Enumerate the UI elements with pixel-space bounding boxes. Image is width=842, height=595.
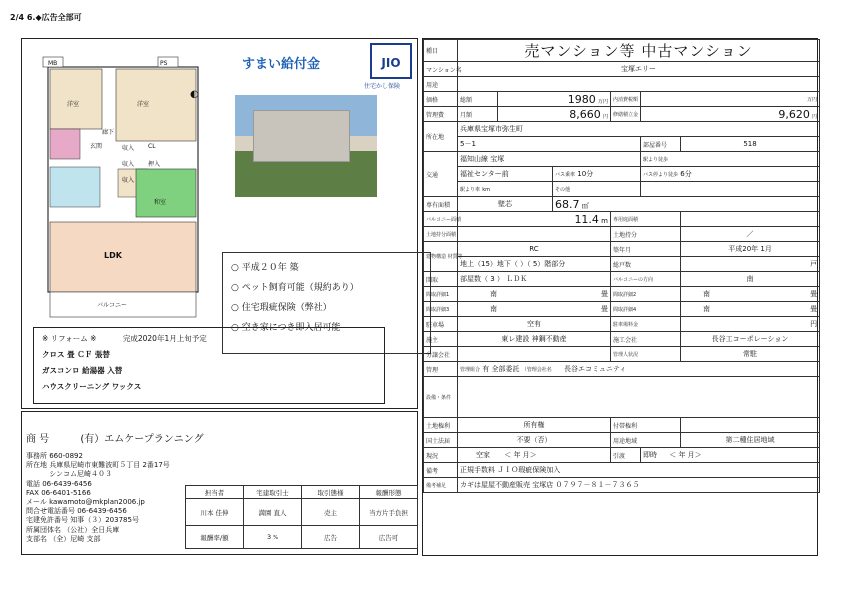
label-bus: バス乗車 (555, 172, 576, 178)
room-yoshitsu-1: 洋室 (67, 101, 80, 108)
room-balcony: バルコニー (97, 302, 128, 309)
jio-logo: JIO (370, 43, 412, 79)
label-location: 所在地 (424, 122, 458, 152)
label-parking: 駐車場 (424, 317, 458, 332)
label-area: 専有面積 (424, 197, 458, 212)
status-period: ＜ 年 月＞ (504, 451, 537, 459)
room-cl: CL (148, 143, 156, 150)
national-land-act: 不要（否） (458, 433, 611, 448)
reform-line: ガスコンロ 給湯器 入替 (42, 366, 123, 375)
company-info-line: メール kawamoto@mkplan2006.jp (26, 498, 145, 507)
yen-unit: 円 (812, 113, 818, 120)
tatami-unit: 畳 (810, 305, 818, 313)
label-management: 管理 (424, 362, 458, 377)
page-header: 2/4 6.◆広告全部可 (10, 13, 82, 22)
sqm-unit: ㎡ (581, 201, 589, 210)
company-info (26, 452, 170, 544)
staff-table (185, 485, 418, 549)
staff-cell: 広告可 (360, 526, 418, 549)
room-shunou-1: 収入 (122, 145, 135, 152)
feature-item: ○ 空き家につき即入居可能 (231, 323, 341, 333)
building-shape (253, 110, 350, 162)
handover-period: ＜ 年 月＞ (669, 451, 702, 459)
company-info-line: FAX 06-6401-5166 (26, 488, 91, 497)
room-ps: PS (160, 60, 168, 67)
north-arrow-icon: ◐ (190, 89, 199, 100)
label-traffic: 交通 (424, 152, 458, 197)
detail-direction: 南 (703, 305, 710, 313)
fee-rate: 3 (267, 533, 272, 541)
property-table (423, 39, 820, 493)
tatami-unit: 畳 (601, 290, 608, 298)
label-type: 種目 (424, 40, 458, 62)
staff-cell (244, 526, 302, 549)
room-washitsu: 和室 (154, 199, 167, 206)
mgmt-fee: 8,660 (569, 107, 601, 121)
feature-item: ○ 平成２０年 築 (231, 263, 299, 273)
property-name: 宝塚エリー (458, 62, 820, 77)
label-developer: 施主 (424, 332, 458, 347)
label-mgmt-fee: 管理費 (424, 107, 458, 122)
staff-cell: 満園 直人 (244, 499, 302, 526)
price-unit: 万円 (597, 98, 608, 105)
label-handover: 引渡 (611, 448, 641, 463)
label-built: 築年月 (611, 242, 681, 257)
management-method: 全部委託 (491, 365, 520, 373)
label-equipment: 設備・条件 (424, 377, 458, 418)
floorplan-drawing (38, 57, 213, 322)
property-type: 売マンション等 中古マンション (458, 40, 820, 62)
label-land-share: 土地持分 (611, 227, 681, 242)
staff-cell: 川本 佳伸 (186, 499, 244, 526)
label-detail-1: 間取詳細1 (424, 287, 458, 302)
property-detail-panel (422, 38, 818, 556)
sumai-kyufukin-logo: すまい給付金 (242, 57, 321, 72)
bus-stop: 福祉センター前 (458, 167, 553, 182)
floors: 地上（15）地下（ ）（ 5）階部分 (458, 257, 611, 272)
label-other: その他 (553, 182, 641, 197)
label-use: 用途 (424, 77, 458, 92)
management-company: 長谷エコミュニティ (563, 365, 627, 373)
room-ldk: LDK (104, 251, 122, 260)
label-land-rights: 土地権利 (424, 418, 458, 433)
reform-line: ハウスクリーニング ワックス (42, 382, 142, 391)
floor-area: 68.7 (555, 197, 580, 211)
room-hallway: 廊下 (102, 129, 115, 136)
room-shunou-3: 収入 (122, 177, 135, 184)
label-management-company: （管理会社名 (521, 367, 552, 373)
label-structure: 建物構造 材質等 (424, 242, 458, 272)
label-builder: 施工会社 (611, 332, 681, 347)
company-name-row (26, 430, 204, 445)
room-oshiire: 押入 (148, 161, 161, 168)
bus-walk-minutes: 6 (680, 170, 685, 178)
label-repair-fund: 修繕積立金 (611, 107, 641, 122)
feature-item: ○ ペット飼育可能（規約あり） (231, 283, 359, 293)
label-manager-status: 管理人状況 (611, 347, 681, 362)
zoning: 第二種住居地域 (681, 433, 820, 448)
label-current-status: 現況 (424, 448, 458, 463)
builder: 長谷工コーポレーション (681, 332, 820, 347)
layout: 部屋数（ 3 ） ＬＤＫ (458, 272, 611, 287)
remarks-2: カギは屋屋不動産販売 宝塚店 ０７９７－８１－７３６５ (458, 478, 820, 493)
label-zoning: 用途地域 (611, 433, 681, 448)
address-line-2: 5－1 (458, 137, 641, 152)
company-info-line: 宅建免許番号 知事（３）203785号 (26, 516, 139, 525)
label-room-no: 部屋番号 (641, 137, 681, 152)
yen-unit: 円 (602, 113, 608, 120)
building-photo (235, 95, 377, 197)
label-name: マンション名 (424, 62, 458, 77)
company-panel (21, 411, 418, 555)
label-parking-fee: 駐車場料金 (611, 317, 681, 332)
units-unit: 戸 (681, 257, 820, 272)
detail-direction: 南 (490, 305, 497, 313)
room-yoshitsu-2: 洋室 (137, 101, 150, 108)
fee-unit: % (273, 535, 278, 541)
parking: 空有 (458, 317, 611, 332)
label-direction: バルコニーの方向 (611, 272, 681, 287)
developer: 東レ建設 神鋼不動産 (458, 332, 611, 347)
reform-header: ※ リフォーム ※ (42, 334, 97, 343)
label-price-total: 総額 (458, 92, 498, 107)
label-station-walk: 駅より徒歩 (641, 152, 820, 167)
label-wall-center: 壁芯 (458, 197, 553, 212)
label-management-assoc: 管理組合 (460, 367, 481, 373)
reform-line: クロス 畳 ＣＦ 張替 (42, 350, 110, 359)
company-info-line: 所属団体名 （公社）全日兵庫 (26, 525, 120, 534)
staff-header: 報酬形態 (360, 486, 418, 499)
staff-cell: 当方片手負担 (360, 499, 418, 526)
label-car: 駅より車 (460, 187, 481, 193)
tatami-unit: 畳 (601, 305, 608, 313)
company-info-line: 電話 06-6439-6456 (26, 479, 92, 488)
company-info-line: シンコム尼崎４０３ (26, 470, 113, 479)
balcony-area: 11.4 (574, 212, 599, 226)
company-info-line: 支部名 （全）尼崎 支部 (26, 534, 101, 543)
company-info-line: 事務所 660-0892 (26, 452, 83, 460)
label-attached-rights: 付帯権利 (611, 418, 681, 433)
company-name: (有）エムケープランニング (80, 434, 204, 445)
jio-logo-subtitle: 住宅かし保険 (364, 83, 401, 90)
label-monthly: 月額 (458, 107, 498, 122)
label-seller-company: 分譲会社 (424, 347, 458, 362)
management-assoc: 有 (482, 365, 490, 373)
staff-cell: 売主 (302, 499, 360, 526)
label-units: 総戸数 (611, 257, 681, 272)
room-shunou-2: 収入 (122, 161, 135, 168)
manager-status: 常駐 (681, 347, 820, 362)
handover: 即時 (643, 451, 657, 459)
label-land-area: 土地持分面積 (424, 227, 458, 242)
current-status: 空家 (476, 451, 490, 459)
train-line: 福知山線 宝塚 (458, 152, 641, 167)
label-remarks-2: 備考補足 (424, 478, 458, 493)
staff-cell: 報酬率/額 (186, 526, 244, 549)
room-genkan: 玄関 (90, 143, 103, 150)
staff-cell: 広告 (302, 526, 360, 549)
label-bus-walk: バス停より徒歩 (643, 172, 679, 178)
meter-unit: m (601, 216, 608, 225)
bus-minutes: 10 (577, 170, 587, 178)
label-price: 価格 (424, 92, 458, 107)
company-label: 商 号 (26, 434, 50, 445)
reform-date: 完成2020年1月上旬予定 (122, 334, 207, 343)
staff-header: 宅建取引士 (244, 486, 302, 499)
detail-direction: 南 (703, 290, 710, 298)
minutes-unit: 分 (684, 170, 692, 178)
label-private-garden: 専用庭面積 (611, 212, 681, 227)
room-mb: MB (48, 60, 58, 67)
tax-unit: 万円 (641, 92, 820, 107)
label-national-land-act: 国土法届 (424, 433, 458, 448)
minutes-unit: 分 (586, 170, 594, 178)
label-detail-4: 間取詳細4 (611, 302, 681, 317)
km-unit: km (482, 187, 491, 193)
label-balcony-area: バルコニー面積 (424, 212, 458, 227)
structure: RC (458, 242, 611, 257)
land-share: ／ (681, 227, 820, 242)
built-date: 平成20年 1月 (681, 242, 820, 257)
land-rights: 所有権 (458, 418, 611, 433)
detail-direction: 南 (490, 290, 497, 298)
label-layout: 間取 (424, 272, 458, 287)
reform-box (33, 327, 385, 404)
tatami-unit: 畳 (810, 290, 818, 298)
staff-header: 担当者 (186, 486, 244, 499)
label-tax: 内消費税額 (611, 92, 641, 107)
staff-header: 取引態様 (302, 486, 360, 499)
feature-item: ○ 住宅瑕疵保険（弊社） (231, 303, 332, 313)
room-no: 518 (681, 137, 820, 152)
company-info-line: 問合せ電話番号 06-6439-6456 (26, 507, 127, 516)
label-remarks: 備考 (424, 463, 458, 478)
remarks: 正規手数料 ＪＩＯ瑕疵保険加入 (458, 463, 820, 478)
label-detail-2: 間取詳細2 (611, 287, 681, 302)
price: 1980 (567, 92, 596, 106)
direction: 南 (681, 272, 820, 287)
company-info-line: 所在地 兵庫県尼崎市東難波町５丁目 2番17号 (26, 461, 170, 470)
label-detail-3: 間取詳細3 (424, 302, 458, 317)
repair-fee: 9,620 (778, 107, 810, 121)
address-line-1: 兵庫県宝塚市弥生町 (458, 122, 820, 137)
yen-unit: 円 (681, 317, 820, 332)
